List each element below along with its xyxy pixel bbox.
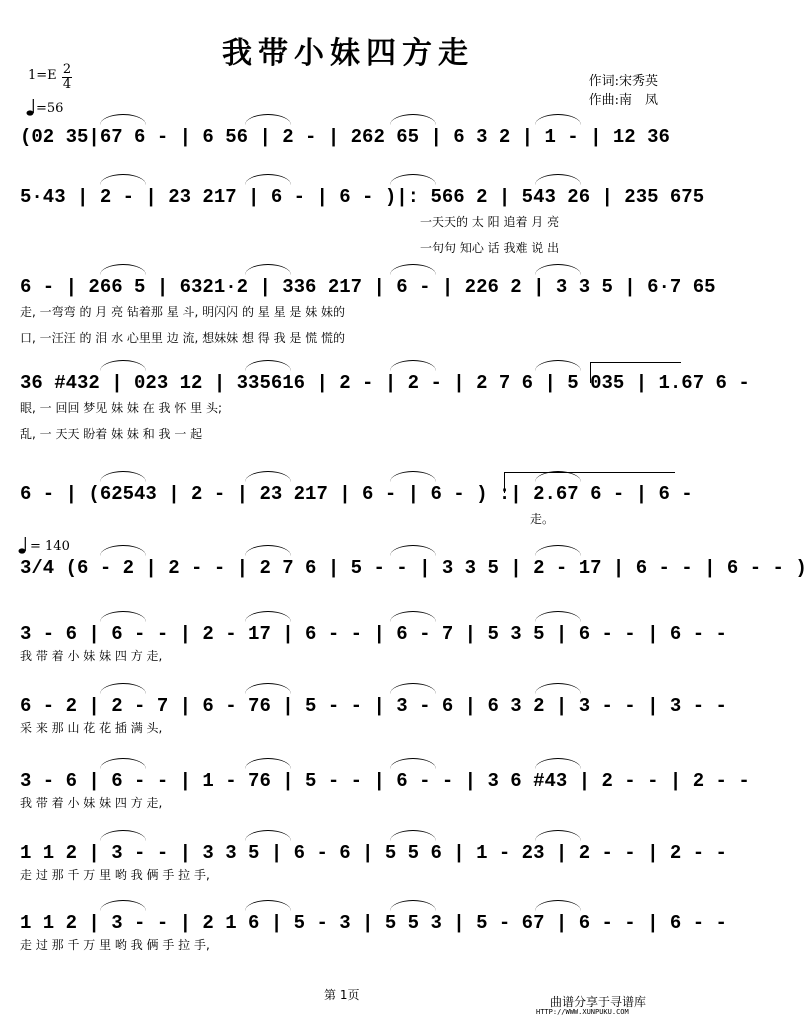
slur-mark — [245, 758, 291, 769]
notation-row: 5·43 | 2 - | 23 217 | 6 - | 6 - )|: 566 2 | 543 26 | 235 675 — [20, 186, 705, 208]
tempo-change: = 140 — [30, 539, 70, 554]
lyric-line: 走 过 那 千 万 里 哟 我 俩 手 拉 手, — [20, 938, 210, 952]
slur-mark — [390, 900, 436, 911]
composer: 作曲:南 凤 — [588, 93, 658, 108]
slur-mark — [390, 360, 436, 371]
score-title: 我带小妹四方走 — [222, 36, 474, 71]
slur-mark — [100, 611, 146, 622]
slur-mark — [390, 683, 436, 694]
slur-mark — [245, 471, 291, 482]
notation-row: 6 - | 266 5 | 6321·2 | 336 217 | 6 - | 226 2 | 3 3 5 | 6·7 65 — [20, 276, 716, 298]
slur-mark — [100, 360, 146, 371]
lyric-line: 眼, 一 回回 梦见 妹 妹 在 我 怀 里 头; — [20, 401, 223, 415]
slur-mark — [100, 545, 146, 556]
notation-row: 3/4 (6 - 2 | 2 - - | 2 7 6 | 5 - - | 3 3 5 | 2 - 17 | 6 - - | 6 - - ) — [20, 557, 807, 579]
slur-mark — [535, 611, 581, 622]
slur-mark — [390, 611, 436, 622]
notation-row: 6 - | (62543 | 2 - | 23 217 | 6 - | 6 - ) :| 2.67 6 - | 6 - — [20, 483, 693, 505]
slur-mark — [390, 545, 436, 556]
slur-mark — [245, 114, 291, 125]
slur-mark — [100, 900, 146, 911]
credits — [589, 72, 658, 110]
slur-mark — [390, 174, 436, 185]
watermark-url: HTTP://WWW.XUNPUKU.COM — [536, 1008, 629, 1016]
slur-mark — [535, 758, 581, 769]
slur-mark — [245, 545, 291, 556]
slur-mark — [535, 683, 581, 694]
slur-mark — [100, 114, 146, 125]
slur-mark — [245, 683, 291, 694]
slur-mark — [245, 264, 291, 275]
notation-row: 1 1 2 | 3 - - | 2 1 6 | 5 - 3 | 5 5 3 | 5 - 67 | 6 - - | 6 - - — [20, 912, 727, 934]
slur-mark — [535, 114, 581, 125]
slur-mark — [245, 611, 291, 622]
notation-row: 3 - 6 | 6 - - | 1 - 76 | 5 - - | 6 - - | 3 6 #43 | 2 - - | 2 - - — [20, 770, 750, 792]
lyric-line: 乱, 一 天天 盼着 妹 妹 和 我 一 起 — [20, 427, 203, 441]
slur-mark — [390, 471, 436, 482]
time-signature: 2 4 — [62, 62, 72, 92]
slur-mark — [535, 830, 581, 841]
lyric-line: 走, 一弯弯 的 月 亮 钻着那 星 斗, 明闪闪 的 星 星 是 妹 妹的 — [20, 305, 346, 319]
lyric-line: 走 过 那 千 万 里 哟 我 俩 手 拉 手, — [20, 868, 210, 882]
slur-mark — [245, 360, 291, 371]
notation-row: (02 35|67 6 - | 6 56 | 2 - | 262 65 | 6 3 2 | 1 - | 12 36 — [20, 126, 670, 148]
lyric-line: 口, 一汪汪 的 泪 水 心里里 边 流, 想妹妹 想 得 我 是 慌 慌的 — [20, 331, 346, 345]
page-number: 第 1页 — [324, 988, 360, 1002]
key-signature: 1=E — [28, 68, 57, 83]
notation-row: 3 - 6 | 6 - - | 2 - 17 | 6 - - | 6 - 7 | 5 3 5 | 6 - - | 6 - - — [20, 623, 727, 645]
slur-mark — [100, 471, 146, 482]
tempo-marking: =56 — [36, 101, 64, 116]
slur-mark — [535, 264, 581, 275]
slur-mark — [245, 900, 291, 911]
volta-bracket — [590, 362, 681, 383]
notation-row: 1 1 2 | 3 - - | 3 3 5 | 6 - 6 | 5 5 6 | 1 - 23 | 2 - - | 2 - - — [20, 842, 727, 864]
slur-mark — [100, 264, 146, 275]
lyric-line: 一句句 知心 话 我难 说 出 — [420, 241, 560, 255]
watermark-text: 曲谱分享于寻谱库 — [550, 995, 647, 1009]
slur-mark — [390, 264, 436, 275]
lyric-line: 走。 — [530, 512, 555, 526]
slur-mark — [535, 360, 581, 371]
quarter-note-icon — [18, 535, 28, 559]
lyricist: 作词:宋秀英 — [588, 74, 658, 89]
lyric-line: 采 来 那 山 花 花 插 满 头, — [20, 721, 163, 735]
lyric-line: 一天天的 太 阳 追着 月 亮 — [420, 215, 560, 229]
slur-mark — [100, 683, 146, 694]
lyric-line: 我 带 着 小 妹 妹 四 方 走, — [20, 649, 163, 663]
slur-mark — [100, 174, 146, 185]
notation-row: 36 #432 | 023 12 | 335616 | 2 - | 2 - | 2 7 6 | 5 035 | 1.67 6 - — [20, 372, 750, 394]
slur-mark — [245, 830, 291, 841]
slur-mark — [535, 545, 581, 556]
slur-mark — [390, 830, 436, 841]
slur-mark — [535, 900, 581, 911]
volta-bracket — [504, 472, 675, 493]
slur-mark — [100, 758, 146, 769]
lyric-line: 我 带 着 小 妹 妹 四 方 走, — [20, 796, 163, 810]
slur-mark — [535, 174, 581, 185]
quarter-note-icon — [26, 97, 36, 121]
notation-row: 6 - 2 | 2 - 7 | 6 - 76 | 5 - - | 3 - 6 | 6 3 2 | 3 - - | 3 - - — [20, 695, 727, 717]
slur-mark — [245, 174, 291, 185]
slur-mark — [100, 830, 146, 841]
slur-mark — [390, 114, 436, 125]
slur-mark — [390, 758, 436, 769]
